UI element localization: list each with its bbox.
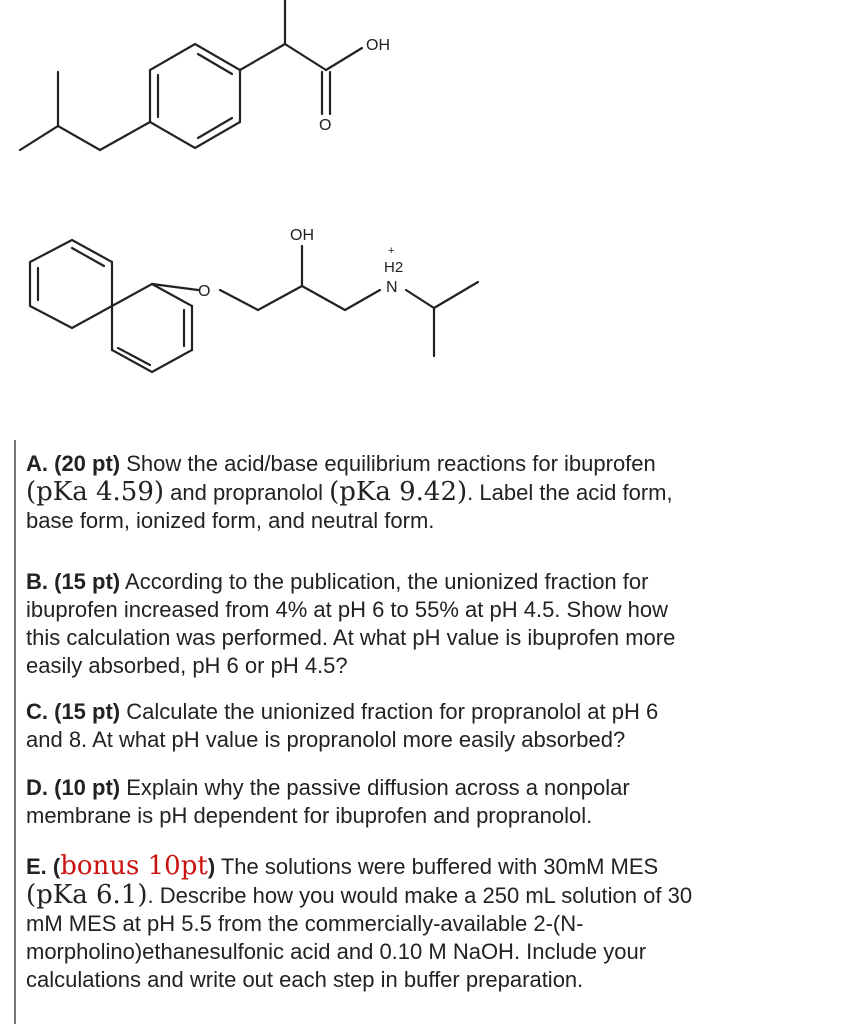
question-b — [26, 568, 851, 680]
question-a-line3: base form, ionized form, and neutral form. — [26, 508, 435, 533]
question-e-label-start: E. ( — [26, 854, 61, 879]
mes-pka: (pKa 6.1) — [26, 880, 148, 910]
propranolol-h2-label: H2 — [384, 259, 404, 276]
question-b-line4: easily absorbed, pH 6 or pH 4.5? — [26, 653, 348, 678]
chemical-structures — [0, 0, 860, 420]
propranolol-oh-label: OH — [290, 227, 314, 244]
question-e-line3: mM MES at pH 5.5 from the commercially-available 2-(N- — [26, 911, 584, 936]
question-d-line2: membrane is pH dependent for ibuprofen and propranolol. — [26, 803, 593, 828]
question-d-label: D. (10 pt) — [26, 775, 121, 800]
question-e-line5: calculations and write out each step in buffer preparation. — [26, 967, 584, 992]
question-d — [26, 774, 851, 830]
question-c — [26, 698, 851, 754]
question-e-line4: morpholino)ethanesulfonic acid and 0.10 M NaOH. Include your — [26, 939, 647, 964]
ether-o-label: O — [198, 283, 211, 300]
question-b-line2: ibuprofen increased from 4% at pH 6 to 55% at pH 4.5. Show how — [26, 597, 669, 622]
propranolol-structure — [30, 240, 478, 372]
question-a-label: A. (20 pt) — [26, 451, 121, 476]
bonus-label: bonus 10pt — [60, 851, 208, 881]
question-d-line1: Explain why the passive diffusion across a nonpolar — [120, 775, 630, 800]
question-e-line2: . Describe how you would make a 250 mL solution of 30 — [147, 883, 693, 908]
questions-section — [14, 440, 850, 1024]
question-e-line1: The solutions were buffered with 30mM MES — [215, 854, 659, 879]
question-a — [26, 450, 851, 535]
question-b-line3: this calculation was performed. At what pH value is ibuprofen more — [26, 625, 676, 650]
propranolol-n-label: N — [386, 279, 398, 296]
ibuprofen-structure — [20, 0, 362, 150]
question-b-label: B. (15 pt) — [26, 569, 121, 594]
question-a-text1: Show the acid/base equilibrium reactions for ibuprofen — [120, 451, 656, 476]
ibuprofen-o-label: O — [319, 117, 332, 134]
question-b-line1: According to the publication, the unionized fraction for — [120, 569, 649, 594]
question-c-line2: and 8. At what pH value is propranolol more easily absorbed? — [26, 727, 626, 752]
ibuprofen-pka: (pKa 4.59) — [26, 477, 165, 507]
question-e — [26, 852, 851, 994]
propranolol-pka: (pKa 9.42) — [329, 477, 468, 507]
question-a-mid: and propranolol — [164, 480, 330, 505]
propranolol-plus-label: + — [388, 245, 395, 257]
question-c-line1: Calculate the unionized fraction for propranolol at pH 6 — [120, 699, 659, 724]
question-e-label-end: ) — [207, 854, 216, 879]
question-a-text2: . Label the acid form, — [467, 480, 673, 505]
question-c-label: C. (15 pt) — [26, 699, 121, 724]
ibuprofen-oh-label: OH — [366, 37, 390, 54]
